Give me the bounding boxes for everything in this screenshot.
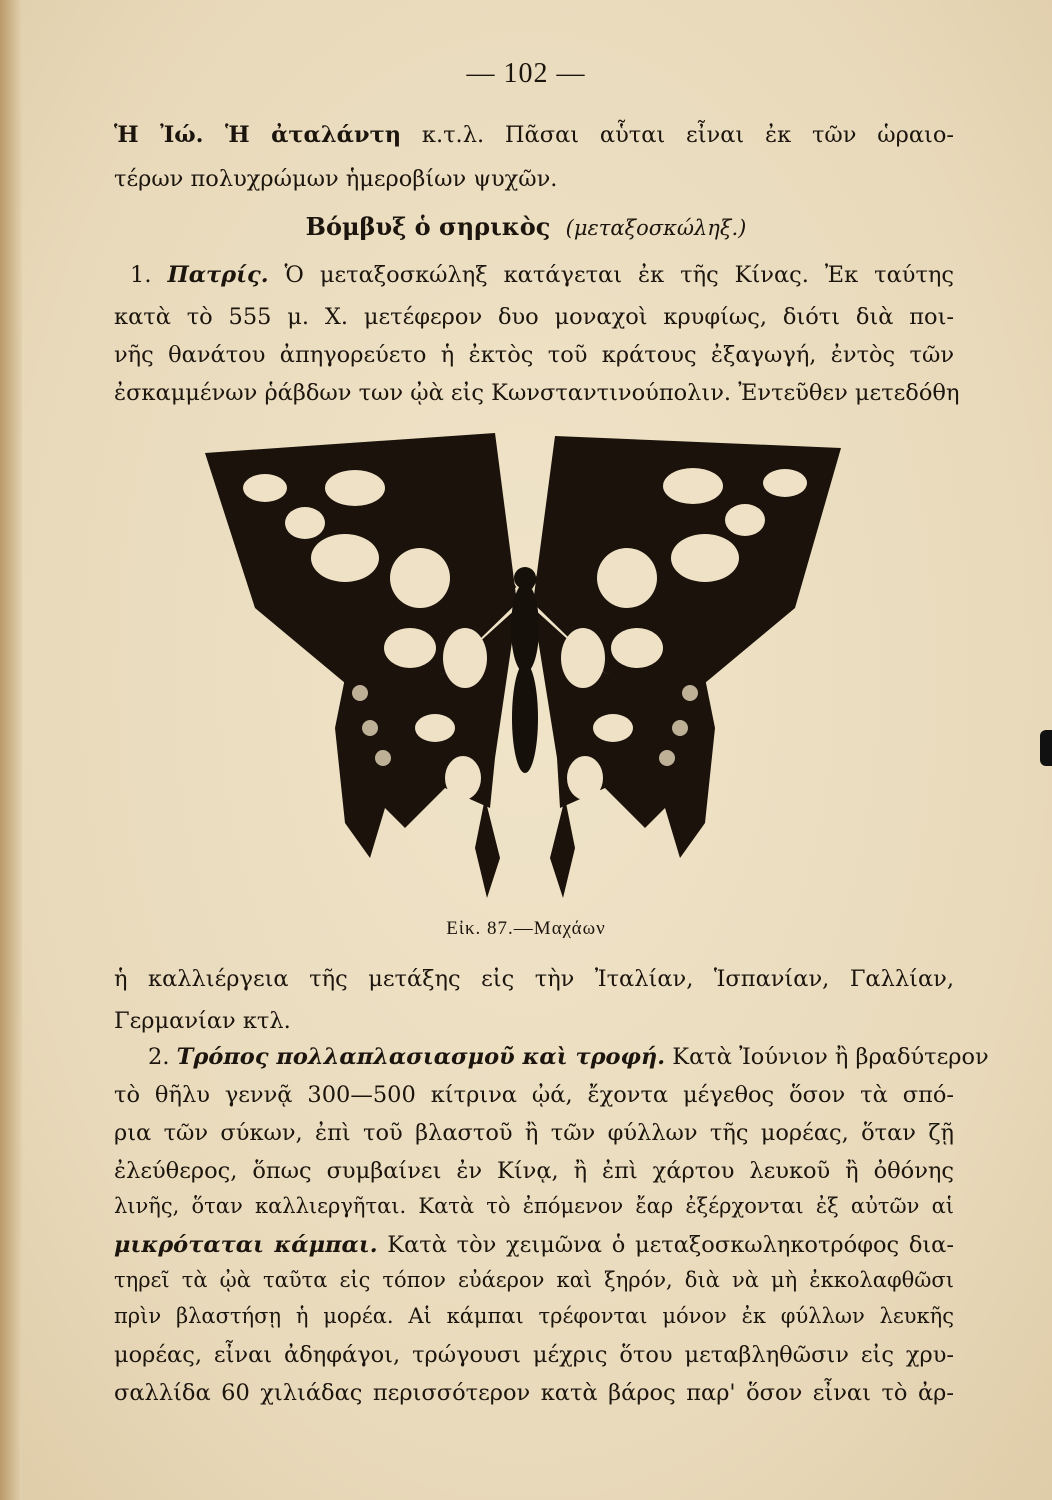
continuation-line-1: ἡ καλλιέργεια τῆς μετάξης εἰς τὴν Ἰταλίαν, Ἱσπανίαν, Γαλλίαν, (114, 966, 954, 992)
section2-line-9: μορέας, εἶναι ἀδηφάγοι, τρώγουσι μέχρις ὅτου μεταβληθῶσιν εἰς χρυ- (114, 1342, 954, 1368)
heading-subtitle: (μεταξοσκώληξ.) (565, 216, 747, 240)
section1-title: Πατρίς. (167, 262, 269, 288)
section2-line-7: τηρεῖ τὰ ᾠὰ ταῦτα εἰς τόπον εὐάερον καὶ ξηρόν, διὰ νὰ μὴ ἐκκολαφθῶσι (114, 1268, 954, 1292)
section1-line-1 (130, 264, 954, 287)
section2-number: 2. (148, 1044, 170, 1070)
page-number: — 102 — (466, 58, 586, 89)
section2-line-8: πρὶν βλαστήσῃ ἡ μορέα. Αἱ κάμπαι τρέφονται μόνον ἐκ φύλλων λευκῆς (114, 1304, 954, 1328)
intro-text: κ.τ.λ. Πᾶσαι αὗται εἶναι ἐκ τῶν ὡραιο- (401, 122, 954, 148)
section2-line-6 (114, 1234, 954, 1257)
section1-line-4: ἐσκαμμένων ῥάβδων των ᾠὰ εἰς Κωνσταντινούπολιν. Ἐντεῦθεν μετεδόθη (114, 380, 960, 406)
swallowtail-butterfly-illustration (195, 428, 855, 903)
section2-line-1 (148, 1044, 989, 1070)
section2-line-3: ρια τῶν σύκων, ἐπὶ τοῦ βλαστοῦ ἢ τῶν φύλλων τῆς μορέας, ὅταν ζῇ (114, 1120, 954, 1146)
figure-caption: Εἰκ. 87.—Μαχάων (446, 918, 606, 939)
intro-line-2: τέρων πολυχρώμων ἡμεροβίων ψυχῶν. (114, 166, 558, 192)
page-edge-mark (1040, 730, 1052, 766)
section2-text: Κατὰ Ἰούνιον ἢ βραδύτερον (665, 1044, 989, 1070)
section2-title: Τρόπος πολλαπλασιασμοῦ καὶ τροφή. (176, 1044, 666, 1070)
section2-line-5: λινῆς, ὅταν καλλιεργῆται. Κατὰ τὸ ἐπόμενον ἔαρ ἐξέρχονται ἐξ αὐτῶν αἱ (114, 1194, 954, 1218)
section1-text: Ὁ μεταξοσκώληξ κατάγεται ἐκ τῆς Κίνας. Ἐκ ταύτης (268, 262, 954, 288)
section2-italic-term: μικρόταται κάμπαι. (114, 1232, 378, 1258)
section-heading (0, 212, 1052, 241)
heading-title: Βόμβυξ ὁ σηρικὸς (305, 212, 551, 241)
section2-line-2: τὸ θῆλυ γεννᾷ 300—500 κίτρινα ᾠά, ἔχοντα μέγεθος ὅσον τὰ σπό- (114, 1082, 954, 1108)
section2-line-6-text: Κατὰ τὸν χειμῶνα ὁ μεταξοσκωληκοτρόφος δια- (377, 1232, 954, 1258)
section2-line-4: ἐλεύθερος, ὅπως συμβαίνει ἐν Κίνᾳ, ἢ ἐπὶ χάρτου λευκοῦ ἢ ὀθόνης (114, 1158, 954, 1184)
intro-bold-names: Ἡ Ἰώ. Ἡ ἀταλάντη (114, 122, 402, 148)
section1-line-2: κατὰ τὸ 555 μ. Χ. μετέφερον δυο μοναχοὶ κρυφίως, διότι διὰ ποι- (114, 304, 954, 330)
continuation-line-2: Γερμανίαν κτλ. (114, 1008, 291, 1034)
intro-line-1 (114, 124, 954, 147)
section1-line-3: νῆς θανάτου ἀπηγορεύετο ἡ ἐκτὸς τοῦ κράτους ἐξαγωγή, ἐντὸς τῶν (114, 342, 954, 368)
section2-line-10: σαλλίδα 60 χιλιάδας περισσότερον κατὰ βάρος παρ' ὅσον εἶναι τὸ ἀρ- (114, 1380, 954, 1406)
section1-number: 1. (130, 262, 152, 288)
